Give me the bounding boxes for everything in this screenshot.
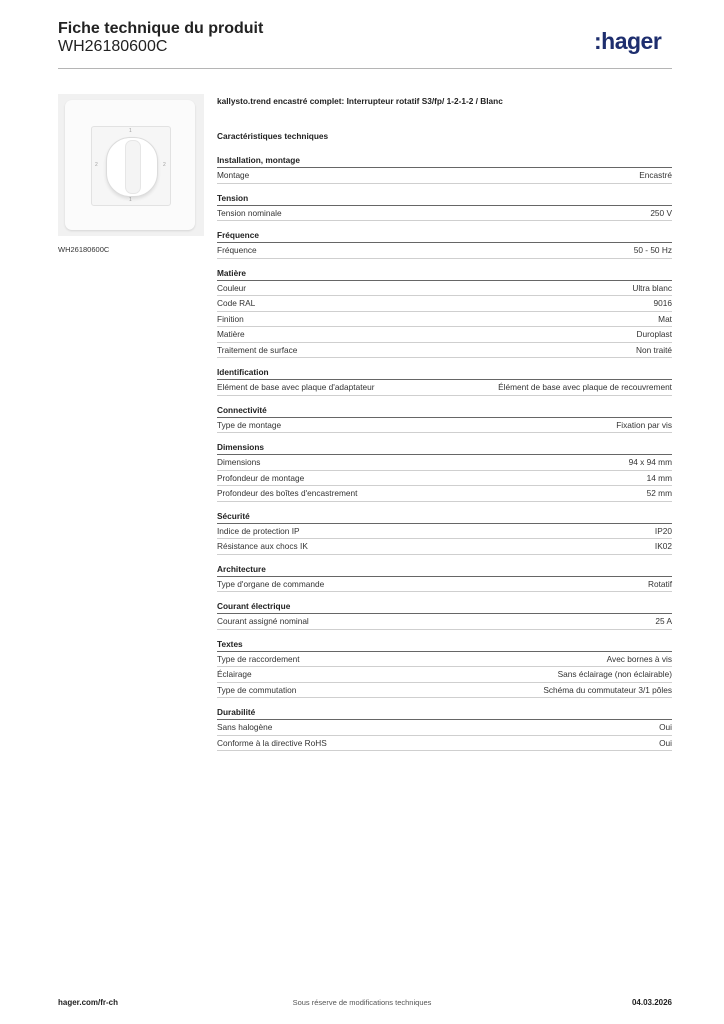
spec-row <box>217 343 672 359</box>
spec-label: Courant assigné nominal <box>217 616 309 627</box>
spec-row <box>217 327 672 343</box>
spec-group <box>217 639 672 699</box>
spec-value: Mat <box>658 313 672 324</box>
switch-plate <box>65 100 195 230</box>
spec-row <box>217 524 672 540</box>
spec-value: 9016 <box>653 298 672 309</box>
position-mark-top: 1 <box>129 128 132 134</box>
spec-group-title: Architecture <box>217 563 266 574</box>
spec-value: 250 V <box>650 207 672 218</box>
rotary-knob <box>106 137 158 197</box>
spec-label: Sans halogène <box>217 722 273 733</box>
spec-group <box>217 511 672 555</box>
position-mark-left: 2 <box>95 162 98 168</box>
spec-group-title: Connectivité <box>217 404 267 415</box>
position-mark-right: 2 <box>163 162 166 168</box>
spec-label: Montage <box>217 170 250 181</box>
spec-value: Oui <box>659 722 672 733</box>
spec-value: 94 x 94 mm <box>628 457 672 468</box>
spec-row <box>217 683 672 699</box>
spec-group <box>217 601 672 630</box>
spec-group-title: Durabilité <box>217 707 256 717</box>
spec-label: Éclairage <box>217 669 252 680</box>
spec-row <box>217 168 672 184</box>
spec-group-title: Matière <box>217 267 247 278</box>
position-mark-bottom: 1 <box>129 197 132 203</box>
spec-row <box>217 312 672 328</box>
spec-group <box>217 564 672 593</box>
spec-label: Code RAL <box>217 298 256 309</box>
spec-row <box>217 614 672 630</box>
spec-value: Oui <box>659 737 672 748</box>
spec-group-title: Identification <box>217 367 269 377</box>
spec-label: Type de raccordement <box>217 653 300 664</box>
spec-value: Avec bornes à vis <box>606 653 672 664</box>
spec-label: Matière <box>217 329 245 340</box>
spec-row <box>217 471 672 487</box>
spec-label: Traitement de surface <box>217 344 298 355</box>
spec-group-title: Fréquence <box>217 230 259 240</box>
spec-value: Ultra blanc <box>632 282 672 293</box>
spec-label: Type de montage <box>217 419 282 430</box>
product-image <box>58 94 204 236</box>
spec-row <box>217 380 672 396</box>
spec-label: Type de commutation <box>217 684 297 695</box>
section-title: Caractéristiques techniques <box>217 131 329 141</box>
spec-group <box>217 193 672 222</box>
spec-row <box>217 281 672 297</box>
spec-value: Non traité <box>636 344 672 355</box>
page-title: Fiche technique du produit <box>58 20 264 37</box>
spec-row <box>217 206 672 222</box>
spec-value: Rotatif <box>648 578 672 589</box>
spec-label: Conforme à la directive RoHS <box>217 737 327 748</box>
switch-insert <box>91 126 171 206</box>
spec-row <box>217 296 672 312</box>
spec-value: Élément de base avec plaque de recouvrement <box>498 382 672 393</box>
characteristics-list <box>217 155 672 760</box>
spec-group-title: Sécurité <box>217 510 250 521</box>
spec-group <box>217 268 672 359</box>
product-reference: WH26180600C <box>58 38 168 55</box>
knob-grip <box>125 140 141 194</box>
spec-row <box>217 486 672 502</box>
product-description: kallysto.trend encastré complet: Interrupteur rotatif S3/fp/ 1-2-1-2 / Blanc <box>217 96 503 106</box>
spec-label: Type d'organe de commande <box>217 578 325 589</box>
spec-row <box>217 736 672 752</box>
spec-label: Elément de base avec plaque d'adaptateur <box>217 382 375 393</box>
spec-value: 52 mm <box>646 488 672 499</box>
spec-label: Finition <box>217 313 244 324</box>
spec-group <box>217 367 672 396</box>
spec-group-title: Tension <box>217 192 249 203</box>
spec-value: Duroplast <box>636 329 672 340</box>
spec-group-title: Courant électrique <box>217 601 291 611</box>
spec-row <box>217 667 672 683</box>
spec-row <box>217 652 672 668</box>
spec-value: 25 A <box>655 616 672 627</box>
spec-group <box>217 155 672 184</box>
spec-group <box>217 230 672 259</box>
spec-row <box>217 720 672 736</box>
spec-group-title: Installation, montage <box>217 155 300 165</box>
spec-value: IK02 <box>654 541 672 552</box>
spec-label: Couleur <box>217 282 247 293</box>
hager-logo: :hager <box>594 28 662 54</box>
spec-value: Encastré <box>639 170 672 181</box>
footer-notice: Sous réserve de modifications techniques <box>292 998 432 1007</box>
spec-group <box>217 405 672 434</box>
spec-label: Indice de protection IP <box>217 525 300 536</box>
image-caption: WH26180600C <box>58 245 110 254</box>
footer-website: hager.com/fr-ch <box>58 998 119 1007</box>
spec-label: Profondeur des boîtes d'encastrement <box>217 488 358 499</box>
spec-row <box>217 539 672 555</box>
spec-value: Fixation par vis <box>616 419 672 430</box>
spec-value: 50 - 50 Hz <box>633 245 672 256</box>
footer-date: 04.03.2026 <box>631 998 672 1007</box>
spec-value: 14 mm <box>646 472 672 483</box>
spec-value: Sans éclairage (non éclairable) <box>557 669 672 680</box>
spec-label: Tension nominale <box>217 207 282 218</box>
header-divider <box>58 68 672 69</box>
spec-group-title: Textes <box>217 638 243 649</box>
spec-row <box>217 455 672 471</box>
spec-label: Dimensions <box>217 457 261 468</box>
spec-row <box>217 577 672 593</box>
spec-label: Fréquence <box>217 245 257 256</box>
spec-label: Profondeur de montage <box>217 472 305 483</box>
spec-group <box>217 707 672 751</box>
spec-value: Schéma du commutateur 3/1 pôles <box>543 684 672 695</box>
spec-group <box>217 442 672 502</box>
spec-row <box>217 243 672 259</box>
spec-group-title: Dimensions <box>217 442 265 452</box>
spec-value: IP20 <box>654 525 672 536</box>
spec-row <box>217 418 672 434</box>
spec-label: Résistance aux chocs IK <box>217 541 308 552</box>
